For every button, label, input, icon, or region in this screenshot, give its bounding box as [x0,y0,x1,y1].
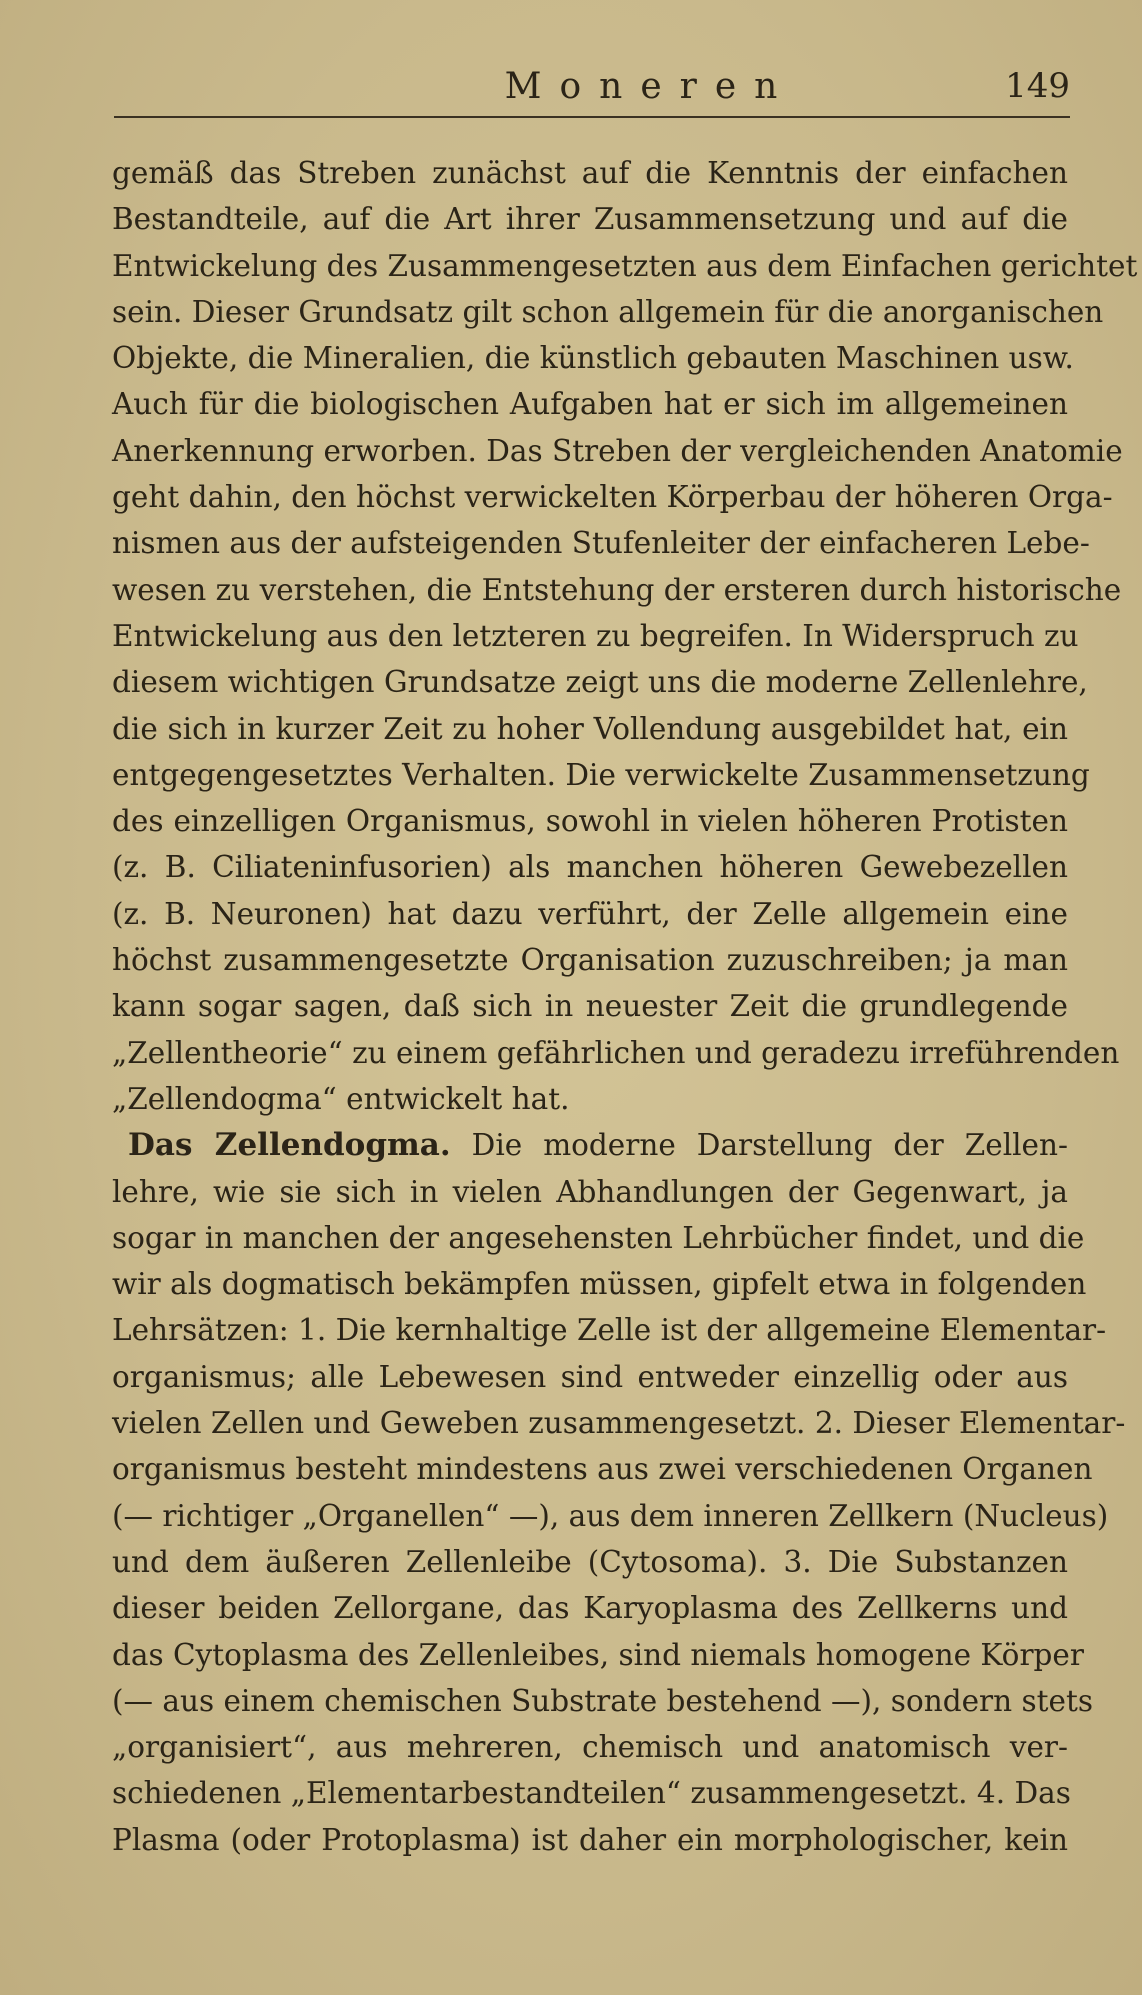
text-line: „Zellendogma“ entwickelt hat. [112,1081,570,1116]
text-line: das Cytoplasma des Zellenleibes, sind niemals homogene Körper [112,1637,1084,1672]
text-line: gemäß das Streben zunächst auf die Kenntnis der einfachen [112,156,1068,190]
text-line: geht dahin, den höchst verwickelten Körperbau der höheren Orga- [112,480,1113,515]
text-line: höchst zusammengesetzte Organisation zuzuschreiben; ja man [112,943,1068,978]
text-line: organismus besteht mindestens aus zwei verschiedenen Organen [112,1452,1093,1487]
section-first-line [112,1122,1068,1168]
text-line: diesem wichtigen Grundsatze zeigt uns die moderne Zellenlehre, [112,665,1088,700]
text-line: Anerkennung erworben. Das Streben der vergleichenden Anatomie [112,433,1123,468]
text-line: Entwickelung aus den letzteren zu begreifen. In Widerspruch zu [112,618,1079,653]
header-rule [114,116,1070,118]
text-line: vielen Zellen und Geweben zusammengesetzt. 2. Dieser Elementar- [112,1406,1126,1441]
text-line: die sich in kurzer Zeit zu hoher Vollendung ausgebildet hat, ein [112,711,1068,746]
text-line: Objekte, die Mineralien, die künstlich gebauten Maschinen usw. [112,341,1074,376]
text-line: „organisiert“, aus mehreren, chemisch und anatomisch ver- [112,1730,1068,1765]
text-line: und dem äußeren Zellenleibe (Cytosoma). 3. Die Substanzen [112,1544,1068,1579]
text-line: kann sogar sagen, daß sich in neuester Zeit die grundlegende [112,989,1068,1024]
text-line: Plasma (oder Protoplasma) ist daher ein morphologischer, kein [112,1822,1068,1857]
text-line: (— richtiger „Organellen“ —), aus dem inneren Zellkern (Nucleus) [112,1498,1109,1533]
text-line: organismus; alle Lebewesen sind entweder einzellig oder aus [112,1359,1068,1394]
text-line: lehre, wie sie sich in vielen Abhandlungen der Gegenwart, ja [112,1174,1068,1209]
text-line: Bestandteile, auf die Art ihrer Zusammensetzung und auf die [112,202,1068,237]
section-first-line-text: Die moderne Darstellung der Zellen- [471,1128,1068,1163]
section-heading: Das Zellendogma. [128,1127,451,1164]
text-line: sein. Dieser Grundsatz gilt schon allgemein für die anorganischen [112,294,1104,329]
text-line: Auch für die biologischen Aufgaben hat er sich im allgemeinen [112,387,1068,422]
text-line: des einzelligen Organismus, sowohl in vielen höheren Protisten [112,804,1068,839]
page-number: 149 [1005,66,1070,106]
text-line: sogar in manchen der angesehensten Lehrbücher findet, und die [112,1220,1085,1255]
text-line: dieser beiden Zellorgane, das Karyoplasma des Zellkerns und [112,1591,1068,1626]
text-line: nismen aus der aufsteigenden Stufenleiter der einfacheren Lebe- [112,526,1090,561]
text-line: „Zellentheorie“ zu einem gefährlichen und geradezu irreführenden [112,1035,1120,1070]
running-title: Moneren [504,66,796,107]
text-line: (z. B. Neuronen) hat dazu verführt, der Zelle allgemein eine [112,896,1068,931]
page-header [100,62,1070,118]
text-line: wir als dogmatisch bekämpfen müssen, gipfelt etwa in folgenden [112,1267,1087,1302]
text-line: Entwickelung des Zusammengesetzten aus dem Einfachen gerichtet [112,248,1138,283]
text-line: Lehrsätzen: 1. Die kernhaltige Zelle ist der allgemeine Elementar- [112,1313,1107,1348]
text-line: schiedenen „Elementarbestandteilen“ zusammengesetzt. 4. Das [112,1776,1071,1811]
text-line: wesen zu verstehen, die Entstehung der ersteren durch historische [112,572,1122,607]
text-line: entgegengesetztes Verhalten. Die verwickelte Zusammensetzung [112,757,1090,792]
text-line: (z. B. Ciliateninfusorien) als manchen höheren Gewebezellen [112,850,1068,885]
body-text [112,150,1138,1863]
text-line: (— aus einem chemischen Substrate bestehend —), sondern stets [112,1683,1093,1718]
